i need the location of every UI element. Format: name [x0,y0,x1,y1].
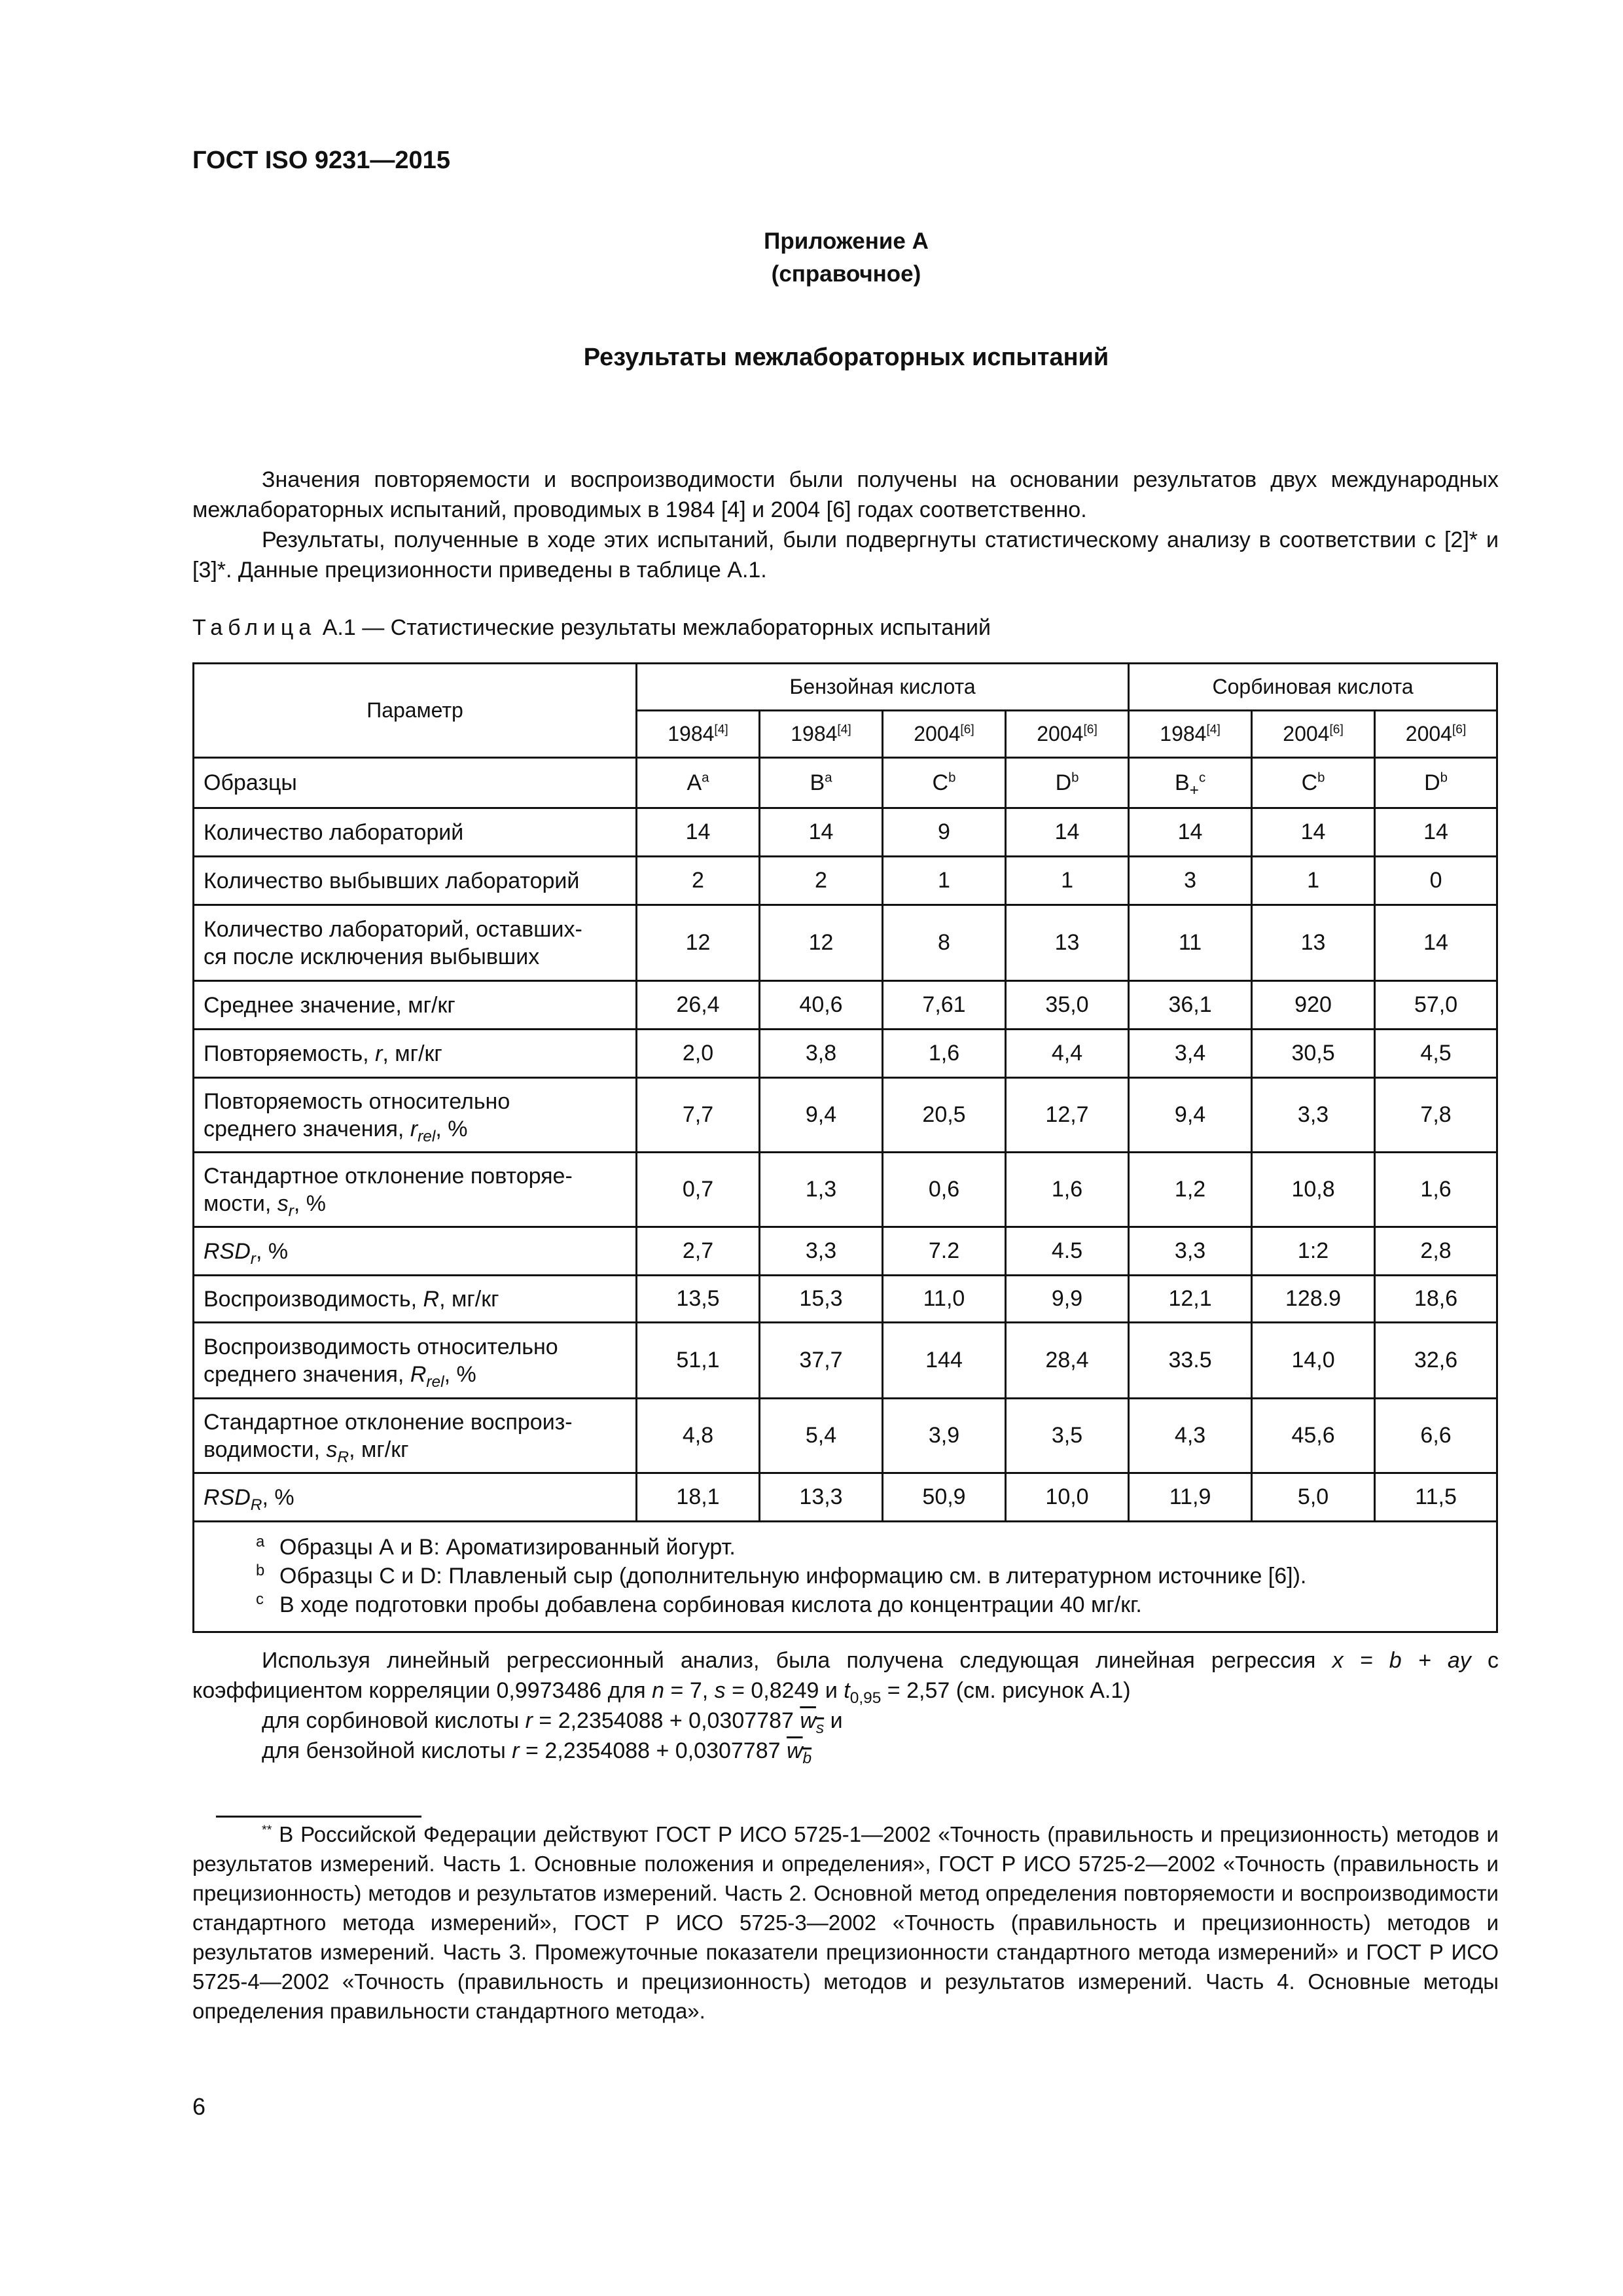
table-cell: 11 [1129,905,1252,981]
table-header-row [194,664,1497,711]
row-label: $RSD_R$, % [194,1473,637,1522]
table-cell: 7,7 [637,1078,760,1153]
row-label: Повторяемость, r, мг/кг [194,1030,637,1078]
sample-cell: $D^b$ [1375,758,1497,808]
table-cell: 14 [1252,808,1375,857]
table-cell: 0 [1375,857,1497,905]
table-cell: 5,4 [760,1399,883,1473]
year-header: 2004[6] [1252,711,1375,758]
table-cell: 128.9 [1252,1276,1375,1323]
row-label: Количество лабораторий, оставших- ся после исключения выбывших [194,905,637,981]
table-cell: 11,0 [883,1276,1006,1323]
table-cell: 7,8 [1375,1078,1497,1153]
table-cell: 2,7 [637,1227,760,1276]
table-cell: 1,6 [883,1030,1006,1078]
table-cell: 4.5 [1006,1227,1129,1276]
table-cell: 0,6 [883,1153,1006,1227]
row-label: Среднее значение, мг/кг [194,981,637,1030]
row-label: Стандартное отклонение повторяе- мости, $s_r$, % [194,1153,637,1227]
table-cell: 30,5 [1252,1030,1375,1078]
table-cell: 5,0 [1252,1473,1375,1522]
table-cell: 14 [1375,905,1497,981]
table-row [194,857,1497,905]
table-footnote: $^a$ Образцы А и В: Ароматизированный йогурт. [256,1532,736,1560]
param-header: Параметр [194,664,637,758]
table-row [194,1227,1497,1276]
page-footnote [192,1820,1499,2026]
table-cell: 14 [637,808,760,857]
table-cell: 40,6 [760,981,883,1030]
appendix-title: Приложение А [764,228,929,254]
table-row [194,905,1497,981]
row-label: Повторяемость относительно среднего значения, $r_{rel}$, % [194,1078,637,1153]
table-row [194,1399,1497,1473]
section-title [0,344,1623,372]
sample-cell: $C^b$ [883,758,1006,808]
table-cell: 7.2 [883,1227,1006,1276]
sample-cell: $B_+^c$ [1129,758,1252,808]
table-cell: 4,8 [637,1399,760,1473]
table-cell: 13 [1252,905,1375,981]
table-cell: 15,3 [760,1276,883,1323]
sample-cell: $B^a$ [760,758,883,808]
table-cell: 18,6 [1375,1276,1497,1323]
regression-benzoic: для бензойной кислоты r = 2,2354088 + 0,0307787 $w_b$ [262,1738,812,1767]
table-cell: 57,0 [1375,981,1497,1030]
page-number: 6 [192,2093,206,2120]
table-cell: 1,6 [1006,1153,1129,1227]
table-caption-label: Таблица [192,615,317,640]
section-title-text: Результаты межлабораторных испытаний [583,344,1109,371]
regression-sorbic: для сорбиновой кислоты r = 2,2354088 + 0,0307787 $w_s$ и [262,1708,843,1737]
table-row [194,981,1497,1030]
table-row [194,1276,1497,1323]
table-cell: 14 [1006,808,1129,857]
table-cell: 11,5 [1375,1473,1497,1522]
table-cell: 50,9 [883,1473,1006,1522]
table-cell: 28,4 [1006,1323,1129,1399]
table-cell: 14,0 [1252,1323,1375,1399]
table-cell: 3,3 [1129,1227,1252,1276]
table-cell: 10,8 [1252,1153,1375,1227]
table-cell: 4,4 [1006,1030,1129,1078]
table-cell: 20,5 [883,1078,1006,1153]
table-caption-text: А.1 — Статистические результаты межлабораторных испытаний [316,615,991,640]
table-row [194,1030,1497,1078]
table-cell: 144 [883,1323,1006,1399]
regression-text [192,1645,1499,1766]
appendix-heading [0,225,1623,291]
table-cell: 51,1 [637,1323,760,1399]
table-cell: 3,3 [760,1227,883,1276]
table-cell: 3,3 [1252,1078,1375,1153]
table-cell: 13 [1006,905,1129,981]
year-header: 1984[4] [1129,711,1252,758]
sample-cell: $A^a$ [637,758,760,808]
table-cell: 1 [1006,857,1129,905]
table-cell: 9 [883,808,1006,857]
table-footnotes-row [194,1522,1497,1632]
table-cell: 0,7 [637,1153,760,1227]
table-cell: 33.5 [1129,1323,1252,1399]
table-cell: 4,5 [1375,1030,1497,1078]
standard-code: ГОСТ ISO 9231—2015 [192,147,450,174]
table-cell: 14 [1375,808,1497,857]
table-cell: 13,5 [637,1276,760,1323]
table-row [194,1323,1497,1399]
appendix-status: (справочное) [771,261,921,287]
table-cell: 9,4 [1129,1078,1252,1153]
table-row [194,1473,1497,1522]
sample-cell: $C^b$ [1252,758,1375,808]
year-header: 2004[6] [883,711,1006,758]
table-cell: 11,9 [1129,1473,1252,1522]
table-row [194,1153,1497,1227]
document-header [192,147,450,175]
table-footnotes [194,1522,1497,1632]
footnote-text: ** В Российской Федерации действуют ГОСТ Р ИСО 5725-1—2002 «Точность (правильность и прецизионность) методов и результатов измерений. Часть 1. Основные положения и определения», ГОСТ Р ИСО 5725-2—2002 «Точность (правильность и прецизионность) методов и результатов измерений. Часть 2. Основной метод определения повторяемости и воспроизводимости стандартного метода измерений», ГОСТ Р ИСО 5725-3—2002 «Точность (правильность и прецизионность) методов и результатов измерений. Часть 3. Промежуточные показатели прецизионности стандартного метода измерений» и ГОСТ Р ИСО 5725-4—2002 «Точность (правильность и прецизионность) методов и результатов измерений. Часть 4. Основные методы определения правильности стандартного метода». [192,1822,1499,2023]
table-cell: 45,6 [1252,1399,1375,1473]
table-row [194,808,1497,857]
row-label: Образцы [194,758,637,808]
table-cell: 1,6 [1375,1153,1497,1227]
row-label: Воспроизводимость, R, мг/кг [194,1276,637,1323]
table-cell: 12 [637,905,760,981]
results-table [192,662,1498,1633]
table-cell: 1:2 [1252,1227,1375,1276]
table-cell: 32,6 [1375,1323,1497,1399]
table-cell: 2 [760,857,883,905]
row-label: Количество выбывших лабораторий [194,857,637,905]
table-cell: 8 [883,905,1006,981]
table-cell: 1,3 [760,1153,883,1227]
table-cell: 3 [1129,857,1252,905]
table-cell: 9,9 [1006,1276,1129,1323]
table-cell: 1 [883,857,1006,905]
table-cell: 2 [637,857,760,905]
table-cell: 13,3 [760,1473,883,1522]
table-cell: 2,8 [1375,1227,1497,1276]
table-footnote: $^b$ Образцы С и D: Плавленый сыр (дополнительную информацию см. в литературном источнике [6]). [256,1561,1307,1588]
table-cell: 1 [1252,857,1375,905]
table-cell: 4,3 [1129,1399,1252,1473]
table-cell: 10,0 [1006,1473,1129,1522]
intro-paragraph-2: Результаты, полученные в ходе этих испытаний, были подвергнуты статистическому анализу в соответствии с [2]* и [3]*. Данные прецизионности приведены в таблице А.1. [192,528,1499,583]
table-cell: 14 [760,808,883,857]
table-row-samples [194,758,1497,808]
table-cell: 7,61 [883,981,1006,1030]
table-row [194,1078,1497,1153]
intro-paragraph-1: Значения повторяемости и воспроизводимости были получены на основании результатов двух международных межлабораторных испытаний, проводимых в 1984 [4] и 2004 [6] годах соответственно. [192,467,1499,522]
table-cell: 6,6 [1375,1399,1497,1473]
table-cell: 18,1 [637,1473,760,1522]
footnote-separator [216,1816,421,1818]
year-header: 2004[6] [1375,711,1497,758]
table-caption [192,615,991,641]
row-label: Стандартное отклонение воспроиз- водимости, $s_R$, мг/кг [194,1399,637,1473]
table-cell: 35,0 [1006,981,1129,1030]
row-label: $RSD_r$, % [194,1227,637,1276]
table-cell: 2,0 [637,1030,760,1078]
regression-paragraph: Используя линейный регрессионный анализ, была получена следующая линейная регрессия x = b + ay с коэффициентом корреляции 0,9973486 для n = 7, s = 0,8249 и $t_{0,95} = 2,57$ (см. рисунок А.1) [192,1648,1499,1707]
intro-text [192,465,1499,585]
table-cell: 1,2 [1129,1153,1252,1227]
table-cell: 12 [760,905,883,981]
table-footnote: $^c$ В ходе подготовки пробы добавлена сорбиновая кислота до концентрации 40 мг/кг. [256,1590,1142,1617]
table-cell: 37,7 [760,1323,883,1399]
table-cell: 12,1 [1129,1276,1252,1323]
sample-cell: $D^b$ [1006,758,1129,808]
table-cell: 9,4 [760,1078,883,1153]
table-cell: 12,7 [1006,1078,1129,1153]
table-cell: 14 [1129,808,1252,857]
row-label: Воспроизводимость относительно среднего значения, $R_{rel}$, % [194,1323,637,1399]
table-cell: 3,8 [760,1030,883,1078]
group-header-benzoic: Бензойная кислота [637,664,1129,711]
table-cell: 920 [1252,981,1375,1030]
table-cell: 3,5 [1006,1399,1129,1473]
year-header: 1984[4] [760,711,883,758]
row-label: Количество лабораторий [194,808,637,857]
table-cell: 36,1 [1129,981,1252,1030]
table-cell: 3,4 [1129,1030,1252,1078]
group-header-sorbic: Сорбиновая кислота [1129,664,1497,711]
year-header: 2004[6] [1006,711,1129,758]
table-cell: 26,4 [637,981,760,1030]
table-cell: 3,9 [883,1399,1006,1473]
year-header: 1984[4] [637,711,760,758]
